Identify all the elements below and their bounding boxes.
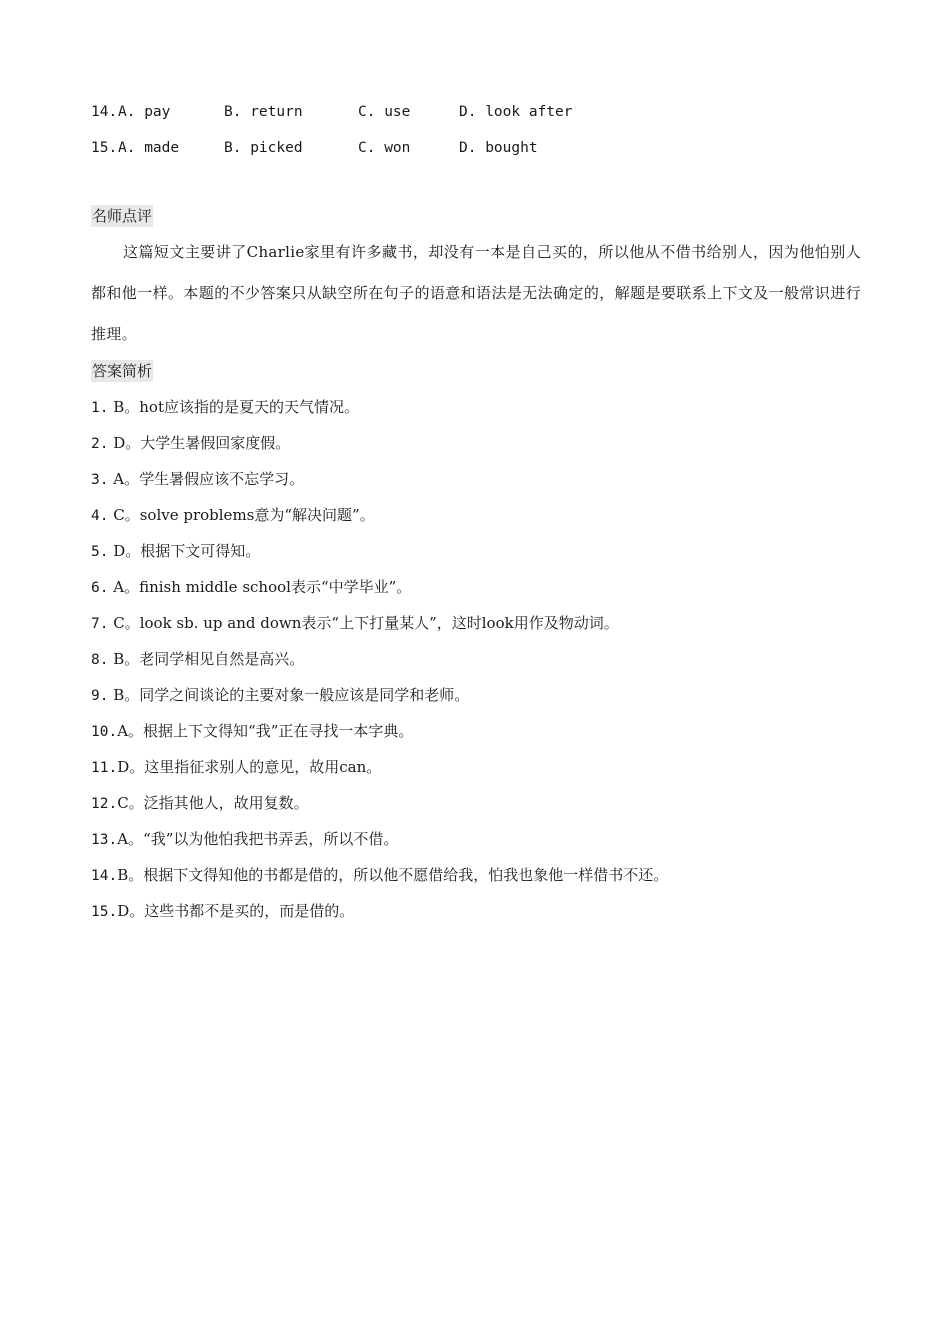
answer-text: A。根据上下文得知“我”正在寻找一本字典。 [117,722,414,740]
answer-text: C。solve problems意为“解决问题”。 [108,506,375,524]
answer-number: 6. [91,580,109,596]
option-d: D. look after [459,104,573,120]
answer-number: 8. [91,652,109,668]
answer-number: 15. [91,904,118,920]
answer-number: 4. [91,508,109,524]
answer-item [91,648,871,684]
answer-item [91,720,871,756]
answer-item [91,828,871,864]
answer-text: B。老同学相见自然是高兴。 [108,650,305,668]
answer-item [91,576,871,612]
option-b: B. return [224,104,303,120]
answer-text: A。finish middle school表示“中学毕业”。 [108,578,412,596]
answer-text: C。泛指其他人，故用复数。 [117,794,309,812]
answer-item [91,468,871,504]
answer-number: 13. [91,832,118,848]
answer-item [91,540,871,576]
answer-item [91,396,871,432]
answer-text: A。“我”以为他怕我把书弄丢，所以不借。 [117,830,399,848]
option-c: C. use [358,104,411,120]
answer-number: 7. [91,616,109,632]
question-number: 15. [91,140,118,156]
answer-number: 11. [91,760,118,776]
answer-number: 2. [91,436,109,452]
answer-text: B。根据下文得知他的书都是借的，所以他不愿借给我，怕我也象他一样借书不还。 [117,866,669,884]
answer-item [91,756,871,792]
answer-number: 5. [91,544,109,560]
answer-number: 9. [91,688,109,704]
answer-item [91,684,871,720]
commentary-heading: 名师点评 [92,207,153,225]
answer-number: 14. [91,868,118,884]
answer-text: D。这些书都不是买的，而是借的。 [117,902,355,920]
answer-number: 12. [91,796,118,812]
option-b: B. picked [224,140,303,156]
answer-text: B。同学之间谈论的主要对象一般应该是同学和老师。 [108,686,470,704]
answer-text: C。look sb. up and down表示“上下打量某人”，这时look用作及物动词。 [108,614,619,632]
answer-item [91,612,871,648]
answer-number: 3. [91,472,109,488]
option-a: A. made [118,140,180,156]
answer-text: A。学生暑假应该不忘学习。 [108,470,305,488]
answer-item [91,864,871,900]
option-d: D. bought [459,140,538,156]
answer-text: D。大学生暑假回家度假。 [108,434,291,452]
commentary-text: 这篇短文主要讲了Charlie家里有许多藏书，却没有一本是自己买的，所以他从不借书给别人，因为他怕别人都和他一样。本题的不少答案只从缺空所在句子的语意和语法是无法确定的，解题是要联系上下文及一般常识进行推理。 [91,243,861,343]
answer-number: 1. [91,400,109,416]
option-a: A. pay [118,104,171,120]
option-c: C. won [358,140,411,156]
answer-item [91,792,871,828]
answer-text: D。根据下文可得知。 [108,542,261,560]
answer-item [91,900,871,936]
answers-heading: 答案简析 [92,362,153,380]
answer-list [91,396,871,936]
answer-item [91,432,871,468]
answer-text: B。hot应该指的是夏天的天气情况。 [108,398,359,416]
question-number: 14. [91,104,118,120]
answer-text: D。这里指征求别人的意见，故用can。 [117,758,382,776]
answer-item [91,504,871,540]
answer-number: 10. [91,724,118,740]
